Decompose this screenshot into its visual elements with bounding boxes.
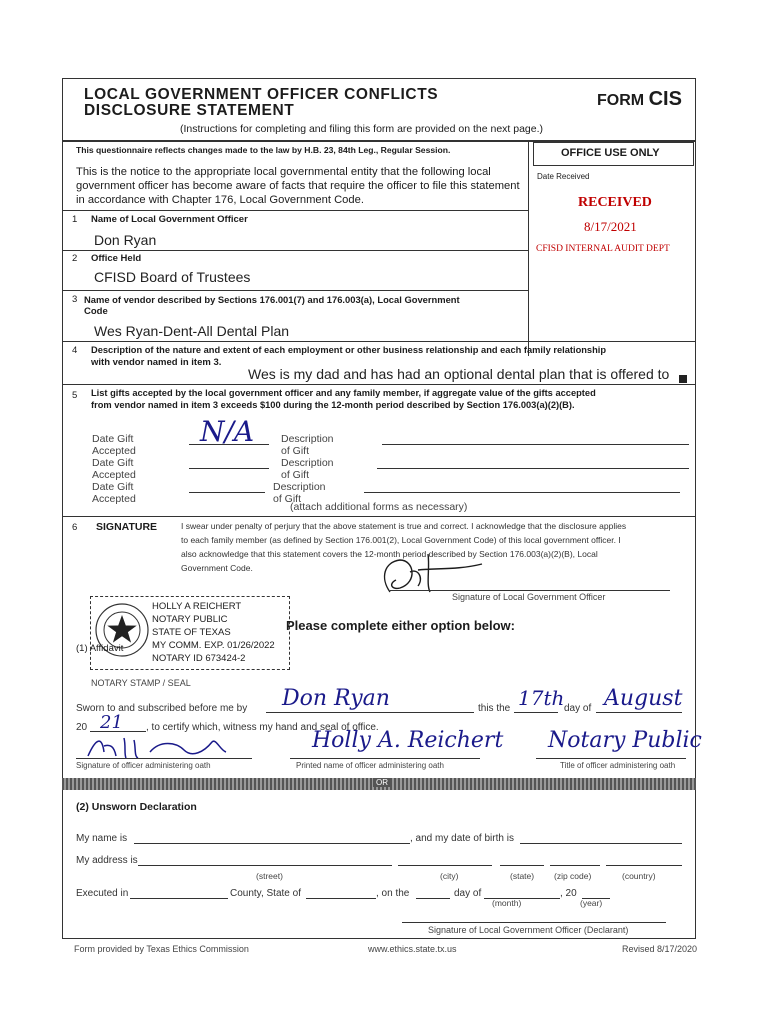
item1-label: Name of Local Government Officer [91,214,248,225]
street-caption: (street) [256,871,283,881]
declarant-signature-caption: Signature of Local Government Officer (Declarant) [428,925,629,935]
on-the-day-field[interactable] [416,898,450,899]
city-caption: (city) [440,871,459,881]
notary-printed-name-line [290,758,480,759]
seal-line5: NOTARY ID 673424-2 [152,653,246,664]
signature-label: SIGNATURE [96,521,158,533]
desc-gift-label: Description of Gift [273,481,326,505]
item5-label-line2: from vendor named in item 3 exceeds $100 during the 12-month period described by Section 176.003(a)(2)(B). [91,400,575,410]
item3-rule [62,290,529,291]
month-caption: (month) [492,898,522,908]
vendor-name-value[interactable]: Wes Ryan-Dent-All Dental Plan [94,323,290,339]
seal-name: HOLLY A REICHERT [152,601,242,612]
notary-title-value[interactable]: Notary Public [548,728,702,753]
date-gift-field[interactable] [189,468,269,469]
dob-label: , and my date of birth is [410,833,514,844]
form-title-line1: LOCAL GOVERNMENT OFFICER CONFLICTS [84,86,439,103]
received-dept: CFISD INTERNAL AUDIT DEPT [536,244,670,254]
form-code: CIS [648,88,682,110]
notice-text: This is the notice to the appropriate local governmental entity that the following local government officer has become aware of facts that require the officer to file this statement in accordance with Chapter 176, Local Government Code. [76,166,520,206]
day-of-label-2: day of [454,888,482,899]
sworn-name-value[interactable]: Don Ryan [282,686,390,711]
law-note: This questionnaire reflects changes made to the law by H.B. 23, 84th Leg., Regular Session. [76,145,451,155]
officer-signature-caption: Signature of Local Government Officer [452,592,606,602]
seal-line2: NOTARY PUBLIC [152,614,228,625]
notary-stamp-label: NOTARY STAMP / SEAL [91,678,191,688]
item4-rule [62,341,696,342]
instructions-note: (Instructions for completing and filing this form are provided on the next page.) [180,123,544,135]
item3-label-line1: Name of vendor described by Sections 176.001(7) and 176.003(a), Local Government [84,294,460,305]
officer-name-value[interactable]: Don Ryan [94,232,157,248]
item2-label: Office Held [91,253,142,264]
zip-caption: (zip code) [554,871,592,881]
office-use-title: OFFICE USE ONLY [561,147,660,159]
statement-line1: I swear under penalty of perjury that the above statement is true and correct. I acknowledge that the disclosure applies [181,521,627,531]
item5-label-line1: List gifts accepted by the local government officer and any family member, if aggregate value of the gifts accepted [91,388,596,398]
year20-label: , 20 [560,888,577,899]
declarant-signature-line[interactable] [402,922,666,923]
zip-field[interactable] [550,865,600,866]
dob-field[interactable] [520,843,682,844]
notary-printed-name-value[interactable]: Holly A. Reichert [312,728,504,753]
desc-gift-field[interactable] [377,468,689,469]
or-label: OR [373,778,391,787]
form-code-label [597,88,682,111]
state-field[interactable] [500,865,544,866]
on-the-label: , on the [376,888,410,899]
office-held-value[interactable]: CFISD Board of Trustees [94,269,251,285]
statement-line2: to each family member (as defined by Section 176.001(2), Local Government Code) of this local government officer. I [181,535,621,545]
attach-note: (attach additional forms as necessary) [290,501,468,513]
received-stamp: RECEIVED [578,195,652,210]
month-value[interactable]: August [604,686,683,711]
footer-right: Revised 8/17/2020 [622,944,698,954]
country-field[interactable] [606,865,682,866]
executed-in-label: Executed in [76,888,129,899]
my-name-field[interactable] [134,843,410,844]
month-field [596,712,682,713]
affidavit-label: (1) Affidavit [76,643,124,654]
desc-gift-label: Description of Gift [281,457,334,481]
date-gift-label: Date Gift Accepted [92,481,136,505]
date-received-label: Date Received [537,172,590,181]
state-of-field[interactable] [306,898,376,899]
scroll-indicator-icon[interactable] [679,375,687,383]
desc-gift-label: Description of Gift [281,433,334,457]
item3-number: 3 [72,294,78,305]
date-gift-label: Date Gift Accepted [92,433,136,457]
cap-title: Title of officer administering oath [560,761,676,770]
year-value[interactable]: 21 [100,712,123,733]
seal-line3: STATE OF TEXAS [152,627,231,638]
desc-gift-field[interactable] [382,444,689,445]
day-value[interactable]: 17th [518,686,565,710]
this-the-label: this the [478,703,511,714]
relationship-value[interactable]: Wes is my dad and has had an optional dental plan that is offered to [248,366,670,382]
street-field[interactable] [138,865,392,866]
item4-label-line2: with vendor named in item 3. [91,357,222,368]
state-caption: (state) [510,871,535,881]
notary-signature-line [76,758,252,759]
unsworn-heading: (2) Unsworn Declaration [76,801,197,813]
item2-rule [62,250,529,251]
cap-signature: Signature of officer administering oath [76,761,211,770]
item4-label-line1: Description of the nature and extent of each employment or other business relationship and each family relationship [91,345,607,355]
seal-line4: MY COMM. EXP. 01/26/2022 [152,640,275,651]
cap-printed: Printed name of officer administering oath [296,761,444,770]
item5-rule [62,384,696,385]
item3-label-line2: Code [84,306,108,317]
statement-line3: also acknowledge that this statement covers the 12-month period described by Section 176.003(a)(2)(B), Local [181,549,598,559]
sworn-name-field [266,712,474,713]
certify-text: , to certify which, witness my hand and seal of office. [146,722,379,733]
officer-signature-line [390,590,670,591]
form-label: FORM [597,92,645,109]
handwritten-na: N/A [200,415,255,448]
item1-number: 1 [72,214,78,225]
item2-number: 2 [72,253,78,264]
sworn-text: Sworn to and subscribed before me by [76,703,248,714]
my-address-label: My address is [76,855,138,866]
year-prefix: 20 [76,722,88,733]
item6-rule [62,516,696,517]
day-field [514,712,558,713]
year-caption: (year) [580,898,603,908]
item1-rule [62,210,529,211]
item6-number: 6 [72,522,78,533]
desc-gift-field[interactable] [364,492,680,493]
statement-line4: Government Code. [181,563,253,573]
county-state-label: County, State of [230,888,301,899]
day-of-label: day of [564,703,592,714]
footer-left: Form provided by Texas Ethics Commission [74,944,249,954]
notary-title-line [536,758,686,759]
please-complete: Please complete either option below: [286,618,515,633]
footer-center: www.ethics.state.tx.us [368,944,457,954]
item4-number: 4 [72,345,78,356]
county-field[interactable] [130,898,228,899]
city-field[interactable] [398,865,492,866]
received-date: 8/17/2021 [584,219,637,234]
my-name-label: My name is [76,833,128,844]
country-caption: (country) [622,871,656,881]
form-title-line2: DISCLOSURE STATEMENT [84,102,295,119]
date-gift-field[interactable] [189,492,265,493]
date-gift-label: Date Gift Accepted [92,457,136,481]
item5-number: 5 [72,390,78,401]
